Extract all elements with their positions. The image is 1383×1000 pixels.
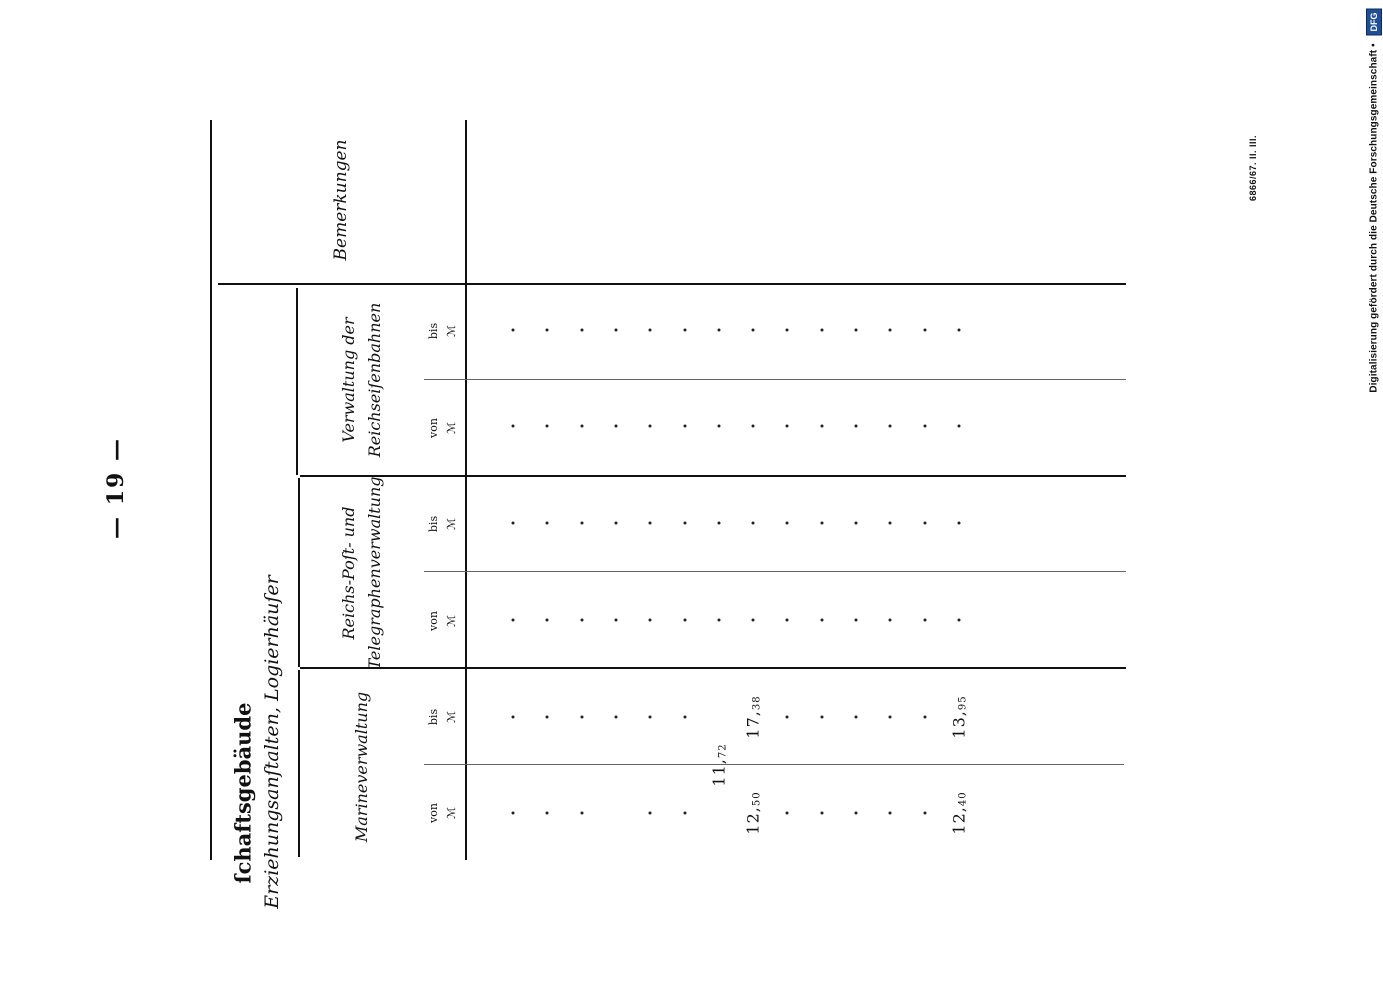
group-header-rail	[336, 303, 388, 458]
empty-cell-dot	[855, 812, 858, 815]
value-decimal: 38	[751, 695, 763, 711]
empty-cell-dot	[683, 329, 686, 332]
empty-cell-dot	[752, 329, 755, 332]
empty-cell-dot	[923, 812, 926, 815]
value-decimal: 95	[957, 695, 969, 711]
empty-cell-dot	[923, 522, 926, 525]
empty-cell-dot	[957, 425, 960, 428]
empty-cell-dot	[855, 522, 858, 525]
empty-cell-dot	[649, 329, 652, 332]
value-decimal: 40	[957, 791, 969, 807]
empty-cell-dot	[512, 329, 515, 332]
empty-cell-dot	[820, 425, 823, 428]
empty-cell-dot	[957, 619, 960, 622]
empty-cell-dot	[786, 619, 789, 622]
empty-cell-dot	[786, 716, 789, 719]
empty-cell-dot	[923, 329, 926, 332]
empty-cell-dot	[752, 425, 755, 428]
empty-cell-dot	[683, 425, 686, 428]
empty-cell-dot	[752, 619, 755, 622]
unit-post-bis	[425, 516, 461, 532]
separator-remarks	[218, 283, 1126, 285]
unit-label: von	[427, 803, 440, 823]
empty-cell-dot	[786, 812, 789, 815]
unit-marine-von	[425, 803, 461, 823]
empty-cell-dot	[889, 425, 892, 428]
empty-cell-dot	[649, 619, 652, 622]
currency-label: ℳ	[445, 615, 458, 627]
group-header-marine: Marineverwaltung	[352, 691, 371, 843]
print-code: 6866/67. II. III.	[1248, 134, 1258, 202]
dfg-credit: Digitalisierung gefördert durch die Deutsche Forschungsgemeinschaft •	[1368, 43, 1380, 393]
empty-cell-dot	[546, 619, 549, 622]
empty-cell-dot	[649, 716, 652, 719]
empty-cell-dot	[923, 425, 926, 428]
page-number: — 19 —	[103, 437, 129, 539]
value-integer: 17,	[743, 710, 763, 739]
empty-cell-dot	[546, 329, 549, 332]
cell-value	[709, 743, 728, 786]
unit-label: bis	[427, 708, 440, 726]
currency-label: ℳ	[445, 422, 458, 434]
empty-cell-dot	[717, 522, 720, 525]
group-title-line: Verwaltung der	[339, 317, 358, 443]
cell-value	[949, 791, 968, 834]
unit-label: von	[427, 611, 440, 631]
value-integer: 11,	[709, 758, 729, 787]
empty-cell-dot	[580, 716, 583, 719]
empty-cell-dot	[889, 619, 892, 622]
section-subtitle: Erziehungsanſtalten, Logierhäuſer	[261, 575, 283, 909]
table-header-rule	[465, 120, 467, 860]
empty-cell-dot	[820, 716, 823, 719]
empty-cell-dot	[923, 619, 926, 622]
group-header-post	[336, 476, 388, 669]
group-header-rule-marine	[298, 670, 300, 857]
dfg-logo: DFG	[1366, 9, 1382, 36]
empty-cell-dot	[649, 812, 652, 815]
value-integer: 13,	[949, 710, 969, 739]
value-integer: 12,	[949, 806, 969, 835]
group-header-rail-lines	[336, 303, 388, 458]
group-title-line: Reichseiſenbahnen	[365, 302, 384, 458]
empty-cell-dot	[957, 329, 960, 332]
empty-cell-dot	[546, 812, 549, 815]
von-bis-rule-rail	[424, 379, 1126, 380]
group-header-rule-rail	[296, 288, 298, 475]
empty-cell-dot	[546, 425, 549, 428]
table-top-rule	[210, 120, 212, 860]
currency-label: ℳ	[445, 711, 458, 723]
empty-cell-dot	[820, 329, 823, 332]
empty-cell-dot	[786, 425, 789, 428]
empty-cell-dot	[752, 522, 755, 525]
empty-cell-dot	[683, 812, 686, 815]
empty-cell-dot	[786, 522, 789, 525]
von-bis-rule-marine	[424, 764, 1124, 765]
empty-cell-dot	[855, 329, 858, 332]
von-bis-rule-post	[424, 571, 1126, 572]
empty-cell-dot	[614, 329, 617, 332]
empty-cell-dot	[614, 425, 617, 428]
empty-cell-dot	[512, 619, 515, 622]
empty-cell-dot	[512, 425, 515, 428]
cell-value	[744, 791, 763, 834]
unit-label: bis	[427, 515, 440, 533]
empty-cell-dot	[717, 329, 720, 332]
empty-cell-dot	[786, 329, 789, 332]
empty-cell-dot	[683, 619, 686, 622]
empty-cell-dot	[683, 522, 686, 525]
value-decimal: 50	[751, 791, 763, 807]
unit-post-von	[425, 611, 461, 631]
section-title: ſchaftsgebäude	[230, 702, 256, 884]
empty-cell-dot	[546, 716, 549, 719]
empty-cell-dot	[855, 716, 858, 719]
group-header-rule-post	[298, 478, 300, 667]
empty-cell-dot	[889, 329, 892, 332]
empty-cell-dot	[717, 619, 720, 622]
currency-label: ℳ	[445, 518, 458, 530]
empty-cell-dot	[889, 812, 892, 815]
empty-cell-dot	[820, 812, 823, 815]
separator-post-marine	[300, 667, 1126, 669]
unit-rail-von	[425, 418, 461, 438]
group-title-line: Reichs‑Poſt‑ und	[339, 506, 358, 640]
empty-cell-dot	[717, 425, 720, 428]
empty-cell-dot	[649, 425, 652, 428]
currency-label: ℳ	[445, 807, 458, 819]
cell-value	[949, 695, 968, 738]
separator-rail-post	[300, 475, 1126, 477]
cell-value	[744, 695, 763, 738]
empty-cell-dot	[957, 522, 960, 525]
empty-cell-dot	[512, 716, 515, 719]
empty-cell-dot	[614, 716, 617, 719]
empty-cell-dot	[580, 522, 583, 525]
empty-cell-dot	[580, 329, 583, 332]
value-integer: 12,	[743, 806, 763, 835]
unit-label: von	[427, 418, 440, 438]
empty-cell-dot	[855, 425, 858, 428]
empty-cell-dot	[546, 522, 549, 525]
empty-cell-dot	[683, 716, 686, 719]
group-header-post-lines	[336, 476, 388, 669]
empty-cell-dot	[614, 619, 617, 622]
empty-cell-dot	[889, 522, 892, 525]
currency-label: ℳ	[445, 325, 458, 337]
group-title-line: Telegraphenverwaltung	[365, 476, 384, 670]
empty-cell-dot	[889, 716, 892, 719]
empty-cell-dot	[855, 619, 858, 622]
empty-cell-dot	[649, 522, 652, 525]
empty-cell-dot	[580, 425, 583, 428]
unit-marine-bis	[425, 709, 461, 725]
empty-cell-dot	[614, 522, 617, 525]
empty-cell-dot	[512, 522, 515, 525]
remarks-header: Bemerkungen	[331, 139, 351, 261]
empty-cell-dot	[580, 619, 583, 622]
value-decimal: 72	[717, 743, 729, 759]
unit-rail-bis	[425, 323, 461, 339]
empty-cell-dot	[580, 812, 583, 815]
unit-label: bis	[427, 322, 440, 340]
empty-cell-dot	[820, 619, 823, 622]
empty-cell-dot	[512, 812, 515, 815]
empty-cell-dot	[820, 522, 823, 525]
empty-cell-dot	[923, 716, 926, 719]
